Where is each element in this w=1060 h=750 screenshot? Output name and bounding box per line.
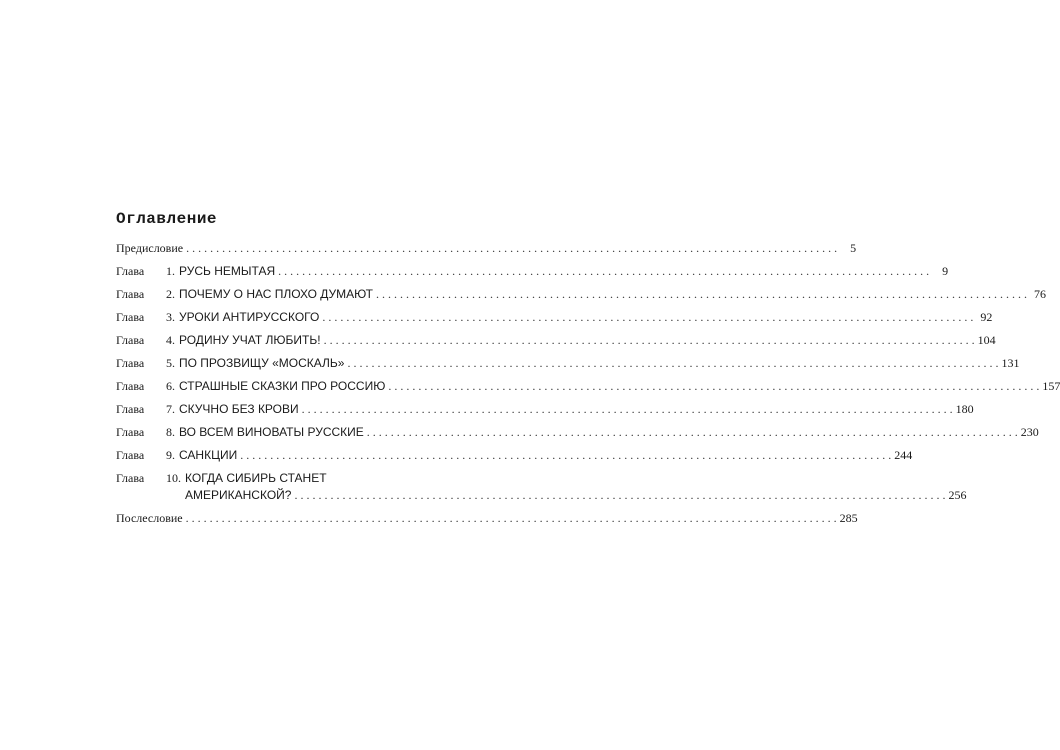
- page-number: 256: [948, 488, 967, 502]
- entry-prefix: Глава: [116, 356, 145, 370]
- chapter-title: ВО ВСЕМ ВИНОВАТЫ РУССКИЕ: [179, 425, 364, 439]
- toc-entry-chapter-6[interactable]: [116, 379, 1060, 402]
- chapter-title: СКУЧНО БЕЗ КРОВИ: [179, 402, 299, 416]
- leader-dots: [302, 402, 953, 416]
- entry-prefix: Глава: [116, 471, 145, 485]
- toc-entry-afterword[interactable]: [116, 511, 858, 534]
- chapter-number: 8.: [166, 425, 175, 439]
- entry-prefix: Глава: [116, 264, 145, 278]
- chapter-number: 2.: [166, 287, 175, 301]
- leader-dots: [388, 379, 1039, 393]
- leader-dots: [186, 511, 837, 525]
- page-number: 104: [977, 333, 996, 347]
- entry-prefix: Послесловие: [116, 511, 183, 525]
- toc-heading: Оглавление: [116, 210, 218, 228]
- chapter-number: 5.: [166, 356, 175, 370]
- toc-entry-chapter-1[interactable]: [116, 264, 949, 287]
- chapter-number: 10.: [166, 471, 181, 485]
- leader-dots: [294, 488, 945, 502]
- chapter-number: 9.: [166, 448, 175, 462]
- page-number: 180: [955, 402, 974, 416]
- chapter-title-continued: АМЕРИКАНСКОЙ?: [185, 488, 292, 502]
- entry-prefix: Глава: [116, 333, 145, 347]
- leader-dots: [367, 425, 1018, 439]
- page-number: 131: [1001, 356, 1020, 370]
- page-number: 157: [1042, 379, 1060, 393]
- chapter-number: 4.: [166, 333, 175, 347]
- chapter-title: РОДИНУ УЧАТ ЛЮБИТЬ!: [179, 333, 321, 347]
- leader-dots: [376, 287, 1027, 301]
- chapter-title: САНКЦИИ: [179, 448, 238, 462]
- leader-dots: [278, 264, 929, 278]
- page-number: 244: [894, 448, 913, 462]
- entry-prefix: Глава: [116, 287, 145, 301]
- toc-entry-chapter-4[interactable]: [116, 333, 996, 356]
- toc-entry-preface[interactable]: [116, 241, 857, 264]
- toc-entry-chapter-9[interactable]: [116, 448, 913, 471]
- entry-prefix: Глава: [116, 310, 145, 324]
- leader-dots: [322, 310, 973, 324]
- page-number: 285: [839, 511, 858, 525]
- page-number: 92: [980, 310, 993, 324]
- entry-prefix: Глава: [116, 448, 145, 462]
- page-number: 230: [1020, 425, 1039, 439]
- chapter-title-block: [185, 471, 966, 502]
- toc-entry-chapter-5[interactable]: [116, 356, 1020, 379]
- leader-dots: [347, 356, 998, 370]
- toc-entry-chapter-2[interactable]: [116, 287, 1046, 310]
- toc-entry-chapter-7[interactable]: [116, 402, 974, 425]
- chapter-title: СТРАШНЫЕ СКАЗКИ ПРО РОССИЮ: [179, 379, 386, 393]
- page-number: 9: [942, 264, 949, 278]
- chapter-title: УРОКИ АНТИРУССКОГО: [179, 310, 320, 324]
- page-number: 5: [850, 241, 857, 255]
- entry-prefix: Глава: [116, 379, 145, 393]
- page-number: 76: [1033, 287, 1046, 301]
- entry-prefix: Глава: [116, 402, 145, 416]
- entry-prefix: Глава: [116, 425, 145, 439]
- leader-dots: [186, 241, 837, 255]
- entry-prefix: Предисловие: [116, 241, 184, 255]
- leader-dots: [240, 448, 891, 462]
- toc-entry-chapter-10[interactable]: [116, 471, 967, 511]
- chapter-title: КОГДА СИБИРЬ СТАНЕТ: [185, 471, 327, 485]
- chapter-number: 3.: [166, 310, 175, 324]
- chapter-title: ПОЧЕМУ О НАС ПЛОХО ДУМАЮТ: [179, 287, 373, 301]
- chapter-number: 7.: [166, 402, 175, 416]
- toc-entry-chapter-3[interactable]: [116, 310, 993, 333]
- chapter-title: ПО ПРОЗВИЩУ «МОСКАЛЬ»: [179, 356, 345, 370]
- chapter-title: РУСЬ НЕМЫТАЯ: [179, 264, 276, 278]
- chapter-number: 6.: [166, 379, 175, 393]
- chapter-number: 1.: [166, 264, 175, 278]
- chapter-title-line-2: [185, 488, 966, 502]
- table-of-contents: [116, 241, 1060, 534]
- leader-dots: [324, 333, 975, 347]
- toc-entry-chapter-8[interactable]: [116, 425, 1039, 448]
